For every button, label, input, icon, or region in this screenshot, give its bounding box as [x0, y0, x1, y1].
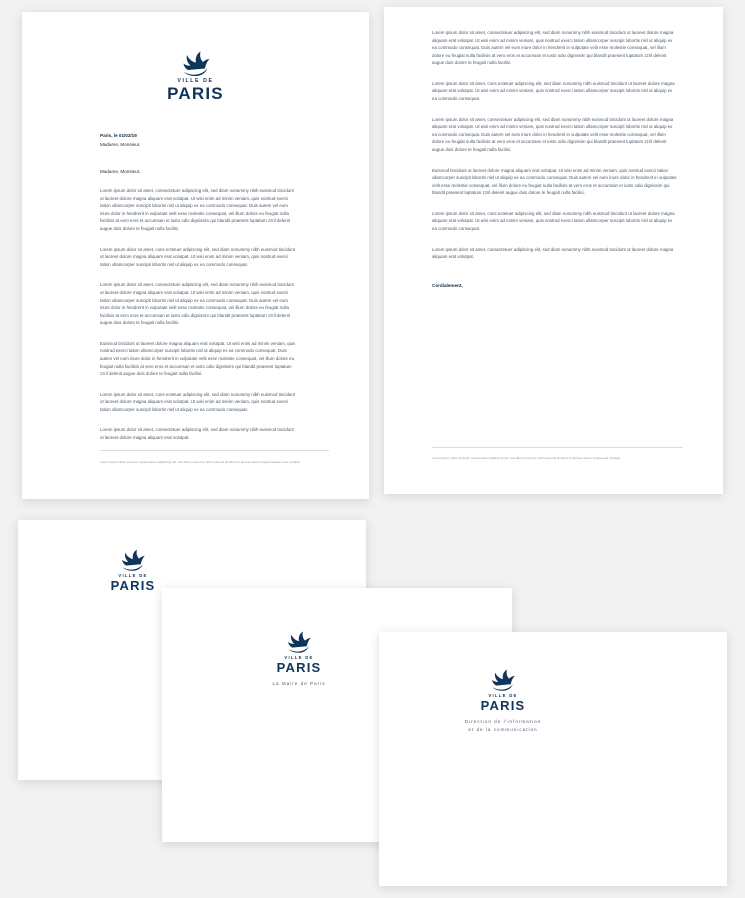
letterhead-page-1[interactable]	[22, 12, 369, 499]
letter-paragraph: Lorem ipsum dolor sit amet, cons ectetuer adipiscing elit, sed diam nonummy nibh euismod tincidunt ut laoreet dolore magna aliquam erat volutpat. Ut wisi enim ad minim veniam, quis nostrud exerci tation ullamcorper suscipit lobortis nisl ut aliquip ex ea commodo consequat.	[100, 391, 295, 412]
letter-paragraph: Lorem ipsum dolor sit amet, consectetuer adipiscing elit, sed diam nonummy nibh euismod tincidunt ut laoreet dolore magna aliquam erat volutpat. Ut wisi enim ad minim veniam, quis nostrud exerci tation ullamcorper suscipit lobortis nisl ut aliquip ex ea commodo consequat. Duis autem vel eum iriure dolor in hendrerit in vulputate velit esse molestie consequat, vel illum dolore eu feugiat nulla facilisis at vero eros et accumsan et iusto odio dignissim qui blandit praesent luptatum zzril delenit augue duis dolore te feugait nulla facilisi.	[432, 30, 674, 66]
logo-line-paris: PARIS	[276, 660, 322, 676]
logo-line-paris: PARIS	[167, 84, 224, 104]
ville-de-paris-logo	[279, 668, 727, 712]
letter-date: Paris, le 01/02/19	[100, 133, 137, 139]
letter-paragraph: Lorem ipsum dolor sit amet, cons ectetuer adipiscing elit, sed diam nonummy nibh euismod tincidunt ut laoreet dolore magna aliquam erat volutpat. Ut wisi enim ad minim veniam, quis nostrud exerci tation ullamcorper suscipit lobortis nisl ut aliquip ex ea commodo consequat.	[100, 246, 295, 267]
card-subtitle-line-1: Direction de l'information	[464, 719, 542, 725]
letter-recipient: Madame, Monsieur,	[100, 141, 141, 147]
letter-paragraph: Lorem ipsum dolor sit amet, cons ectetuer adipiscing elit, sed diam nonummy nibh euismod tincidunt ut laoreet dolore magna aliquam erat volutpat. Ut wisi enim ad minim veniam, quis nostrud exerci tation ullamcorper suscipit lobortis nisl ut aliquip ex ea commodo consequat.	[432, 80, 675, 102]
letter-paragraph: Lorem ipsum dolor sit amet, consectetuer adipiscing elit, sed diam nonummy nibh euismod tincidunt ut laoreet dolore magna aliquam erat volutpat. Ut wisi enim ad minim veniam, quis nostrud exerci tation ullamcorper suscipit lobortis nisl ut aliquip ex ea commodo consequat. Duis autem vel eum iriure dolor in hendrerit in vulputate velit esse molestie consequat, vel illum dolore eu feugiat nulla facilisis at vero eros et accumsan et iusto odio dignissim qui blandit praesent luptatum zzril delenit augue duis dolore te feugait nulla facilisi.	[100, 282, 294, 326]
letter-salutation: Madame, Monsieur,	[100, 169, 141, 175]
paris-boat-icon	[286, 630, 312, 653]
letterhead-logo-zone	[22, 12, 369, 102]
page-footer-note: Lorem ipsum dolor sit amet, consectetuer adipiscing elit, sed diam nonummy nibh euismod tincidunt ut laoreet dolore magna erat volutpat.	[432, 455, 621, 460]
communications-letterhead-card[interactable]	[379, 632, 727, 886]
letter-paragraph: Euismod tincidunt ut laoreet dolore magna aliquam erat volutpat. Ut wisi enim ad minim veniam, quis nostrud exerci tation ullamcorper suscipit lobortis nisl ut aliquip ex ea commodo consequat. Duis autem vel eum iriure dolor in hendrerit in vulputate velit esse molestie consequat, vel illum dolore eu feugiat nulla facilisis at vero eros et accumsan et iusto odio dignissim qui blandit praesent luptatum zzril delenit augue duis dolore te feugait nulla facilisi.	[432, 167, 677, 196]
letter-paragraph: Lorem ipsum dolor sit amet, consectetuer adipiscing elit, sed diam nonummy nibh euismod tincidunt ut laoreet dolore magna aliquam erat volutpat.	[100, 427, 294, 441]
logo-line-ville: VILLE DE	[284, 655, 314, 660]
logo-line-ville: VILLE DE	[118, 573, 148, 578]
card-subtitle: La Maire de Paris	[272, 681, 326, 687]
letter-paragraph: Lorem ipsum dolor sit amet, consectetuer adipiscing elit, sed diam nonummy nibh euismod tincidunt ut laoreet dolore magna aliquam erat volutpat.	[432, 246, 674, 260]
letterhead-logo-zone	[18, 520, 366, 592]
card-subtitle	[279, 718, 727, 733]
letter-paragraph: Euismod tincidunt ut laoreet dolore magna aliquam erat volutpat. Ut wisi enim ad minim veniam, quis nostrud exerci tation ullamcorper suscipit lobortis nisl ut aliquip ex ea commodo consequat. Duis autem vel eum iriure dolor in hendrerit in vulputate velit esse molestie consequat, vel illum dolore eu feugiat nulla facilisis at vero eros et accumsan et iusto odio dignissim qui blandit praesent luptatum zzril delenit augue duis dolore te feugait nulla facilisi.	[100, 340, 296, 377]
letterhead-page-2[interactable]	[384, 7, 723, 494]
footer-divider	[100, 450, 329, 451]
letter-closing: Cordialement,	[432, 282, 463, 288]
letter-body	[384, 29, 723, 288]
logo-line-ville: VILLE DE	[488, 693, 518, 698]
paris-boat-icon	[181, 50, 211, 76]
paris-boat-icon	[120, 548, 146, 571]
logo-line-paris: PARIS	[480, 698, 526, 714]
page-footer-note: Lorem ipsum dolor sit amet, consectetuer adipiscing elit, sed diam nonummy nibh euismod tincidunt ut laoreet dolore magna aliquam erat volutpat.	[100, 459, 301, 464]
logo-line-paris: PARIS	[110, 578, 156, 594]
ville-de-paris-logo	[22, 50, 369, 102]
footer-divider	[432, 447, 683, 448]
paris-boat-icon	[490, 668, 516, 691]
card-subtitle-line-2: et de la communication	[468, 726, 538, 732]
letter-paragraph: Lorem ipsum dolor sit amet, cons ectetuer adipiscing elit, sed diam nonummy nibh euismod tincidunt ut laoreet dolore magna aliquam erat volutpat. Ut wisi enim ad minim veniam, quis nostrud exerci tation ullamcorper suscipit lobortis nisl ut aliquip ex ea commodo consequat.	[432, 210, 675, 231]
address-block	[100, 132, 297, 149]
logo-line-ville: VILLE DE	[177, 78, 214, 84]
letter-paragraph: Lorem ipsum dolor sit amet, consectetuer adipiscing elit, sed diam nonummy nibh euismod tincidunt ut laoreet dolore magna aliquam erat volutpat. Ut wisi enim ad minim veniam, quis nostrud exerci tation ullamcorper suscipit lobortis nisl ut aliquip ex ea commodo consequat. Duis autem vel eum iriure dolor in hendrerit in vulputate velit esse molestie consequat, vel illum dolore eu feugiat nulla facilisis at vero eros et accumsan et iusto odio dignissim qui blandit praesent luptatum zzril delenit augue duis dolore te feugait nulla facilisi.	[100, 188, 294, 232]
ville-de-paris-logo	[0, 548, 366, 592]
letter-paragraph: Lorem ipsum dolor sit amet, consectetuer adipiscing elit, sed diam nonummy nibh euismod tincidunt ut laoreet dolore magna aliquam erat volutpat. Ut wisi enim ad minim veniam, quis nostrud exerci tation ullamcorper suscipit lobortis nisl ut aliquip ex ea commodo consequat. Duis autem vel eum iriure dolor in hendrerit in vulputate velit esse molestie consequat, vel illum dolore eu feugiat nulla facilisis at vero eros et accumsan et iusto odio dignissim qui blandit praesent luptatum zzril delenit augue duis dolore te feugait nulla facilisi.	[432, 116, 674, 152]
letter-body	[22, 132, 369, 441]
letterhead-logo-zone	[379, 632, 727, 733]
